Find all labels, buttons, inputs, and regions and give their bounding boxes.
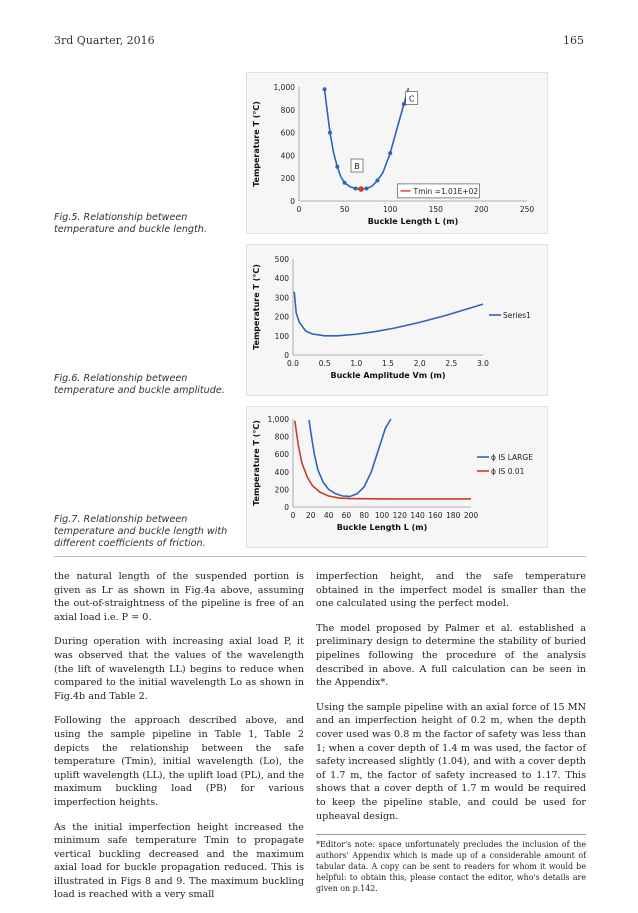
y-tick-label: 200 <box>274 485 289 495</box>
body-column-right <box>316 570 586 894</box>
x-tick-label: 1.0 <box>350 359 363 368</box>
series-line <box>309 419 391 496</box>
x-tick-label: 80 <box>359 511 369 520</box>
y-tick-label: 400 <box>280 151 295 161</box>
x-tick-label: 50 <box>339 205 350 214</box>
annotation-c: C <box>408 94 415 104</box>
page-number: 165 <box>563 34 584 47</box>
x-tick-label: 140 <box>410 511 425 520</box>
figure-5-panel <box>246 72 548 234</box>
y-tick-label: 400 <box>274 274 289 284</box>
annotation-tmin: Tmin =1.01E+02 <box>413 186 479 196</box>
y-tick-label: 0 <box>284 503 289 512</box>
paragraph: imperfection height, and the safe temperature obtained in the imperfect model is smaller than the one calculated using the perfect model. <box>316 571 586 610</box>
x-tick-label: 2.5 <box>445 359 458 368</box>
x-tick-label: 2.0 <box>413 359 426 368</box>
x-tick-label: 20 <box>306 511 316 520</box>
x-tick-label: 40 <box>323 511 334 520</box>
data-point <box>354 186 358 190</box>
legend-label: Series1 <box>503 311 531 320</box>
x-tick-label: 200 <box>474 205 489 214</box>
data-point <box>343 181 347 185</box>
y-tick-label: 300 <box>274 293 289 303</box>
y-tick-label: 400 <box>274 467 289 477</box>
figure-7-caption: Fig.7. Relationship between temperature and buckle length with different coefficients of friction. <box>54 514 228 549</box>
x-tick-label: 0 <box>290 511 296 520</box>
paragraph: the natural length of the suspended portion is given as Lr as shown in Fig.4a above, assuming the out-of-straightness of the pipeline is free of an axial load i.e. P = 0. <box>54 571 304 623</box>
x-axis-title: Buckle Length L (m) <box>367 217 459 226</box>
y-tick-label: 1,000 <box>273 83 295 92</box>
data-point <box>388 151 392 155</box>
body-column-left <box>54 570 304 913</box>
y-axis-title: Temperature T (°C) <box>252 264 261 350</box>
y-tick-label: 0 <box>284 351 289 360</box>
chart-temperature-vs-length-friction <box>247 407 547 547</box>
data-point <box>335 165 339 169</box>
paragraph: As the initial imperfection height increased the minimum safe temperature Tmin to propagate vertical buckling decreased and the maximum axial load for buckle propagation reduced. This is illustrated in Figs 8 and 9. The maximum buckling load is reached with a very small <box>54 821 304 901</box>
y-tick-label: 0 <box>290 197 295 206</box>
y-tick-label: 500 <box>274 255 289 264</box>
figure-6-panel <box>246 244 548 396</box>
x-axis-title: Buckle Amplitude Vm (m) <box>330 371 446 380</box>
x-tick-label: 1.5 <box>382 359 394 368</box>
series-line <box>295 421 471 499</box>
y-tick-label: 800 <box>274 432 289 442</box>
data-point <box>402 102 406 106</box>
data-point <box>328 131 332 135</box>
x-tick-label: 250 <box>519 205 535 214</box>
paragraph: During operation with increasing axial load P, it was observed that the values of the wavelength (the lift of wavelength LL) begins to reduce when compared to the initial wavelength Lo as shown in Fig.4b and Table 2. <box>54 636 304 702</box>
x-tick-label: 180 <box>446 511 461 520</box>
figure-6-caption: Fig.6. Relationship between temperature and buckle amplitude. <box>54 373 225 396</box>
running-header: 3rd Quarter, 2016 <box>54 34 155 47</box>
section-divider <box>54 556 586 557</box>
x-tick-label: 3.0 <box>477 359 489 368</box>
y-axis-title: Temperature T (°C) <box>252 101 261 187</box>
paragraph: The model proposed by Palmer et al. established a preliminary design to determine the stability of buried pipelines following the procedure of the analysis described in above. A full calculation can be seen in the Appendix*. <box>316 622 586 689</box>
x-tick-label: 150 <box>428 205 443 214</box>
series-line <box>294 292 483 336</box>
y-tick-label: 100 <box>274 331 289 341</box>
x-tick-label: 0.5 <box>318 359 331 368</box>
x-axis-title: Buckle Length L (m) <box>336 523 428 532</box>
x-tick-label: 100 <box>383 205 398 214</box>
series-line <box>325 88 409 189</box>
x-tick-label: 60 <box>341 511 352 520</box>
y-tick-label: 600 <box>280 128 295 138</box>
legend-label: ϕ IS 0.01 <box>491 467 525 476</box>
y-tick-label: 1,000 <box>267 415 289 424</box>
x-tick-label: 0 <box>296 205 302 214</box>
editor-note: *Editor's note: space unfortunately precludes the inclusion of the authors' Appendix which is made up of a considerable amount of tabular data. A copy can be sent to readers for whom it would be helpful: to obtain this, please contact the editor, who's details are given on p.142. <box>316 834 586 894</box>
y-tick-label: 800 <box>280 105 295 115</box>
y-tick-label: 200 <box>280 174 295 184</box>
chart-temperature-vs-buckle-amplitude <box>247 245 547 395</box>
figure-5-caption: Fig.5. Relationship between temperature and buckle length. <box>54 212 207 235</box>
paragraph: Following the approach described above, and using the sample pipeline in Table 1, Table 2 depicts the relationship between the safe temperature (Tmin), initial wavelength (Lo), the uplift wavelength (LL), the uplift load (PL), and the maximum buckling load (PB) for various imperfection heights. <box>54 715 304 808</box>
data-point <box>364 186 368 190</box>
paragraph: Using the sample pipeline with an axial force of 15 MN and an imperfection height of 0.2 m, when the depth cover used was 0.8 m the factor of safety was less than 1; when a cover depth of 1.4 m was used, the factor of safety increased slightly (1.04), and with a cover depth of 1.7 m, the factor of safety increased to 1.17. This shows that a cover depth of 1.7 m would be required to keep the pipeline stable, and could be used for upheaval design. <box>316 701 586 822</box>
legend-label: ϕ IS LARGE <box>491 453 533 462</box>
data-point <box>323 87 327 91</box>
x-tick-label: 100 <box>374 511 390 520</box>
figure-7-panel <box>246 406 548 548</box>
x-tick-label: 0.0 <box>287 359 299 368</box>
x-tick-label: 200 <box>463 511 479 520</box>
y-tick-label: 600 <box>274 450 289 460</box>
annotation-b: B <box>354 162 360 172</box>
y-tick-label: 200 <box>274 312 289 322</box>
x-tick-label: 120 <box>392 511 407 520</box>
data-point <box>375 178 379 182</box>
y-axis-title: Temperature T (°C) <box>252 420 261 506</box>
chart-temperature-vs-buckle-length <box>247 73 547 233</box>
minimum-point <box>358 186 364 192</box>
x-tick-label: 160 <box>428 511 443 520</box>
